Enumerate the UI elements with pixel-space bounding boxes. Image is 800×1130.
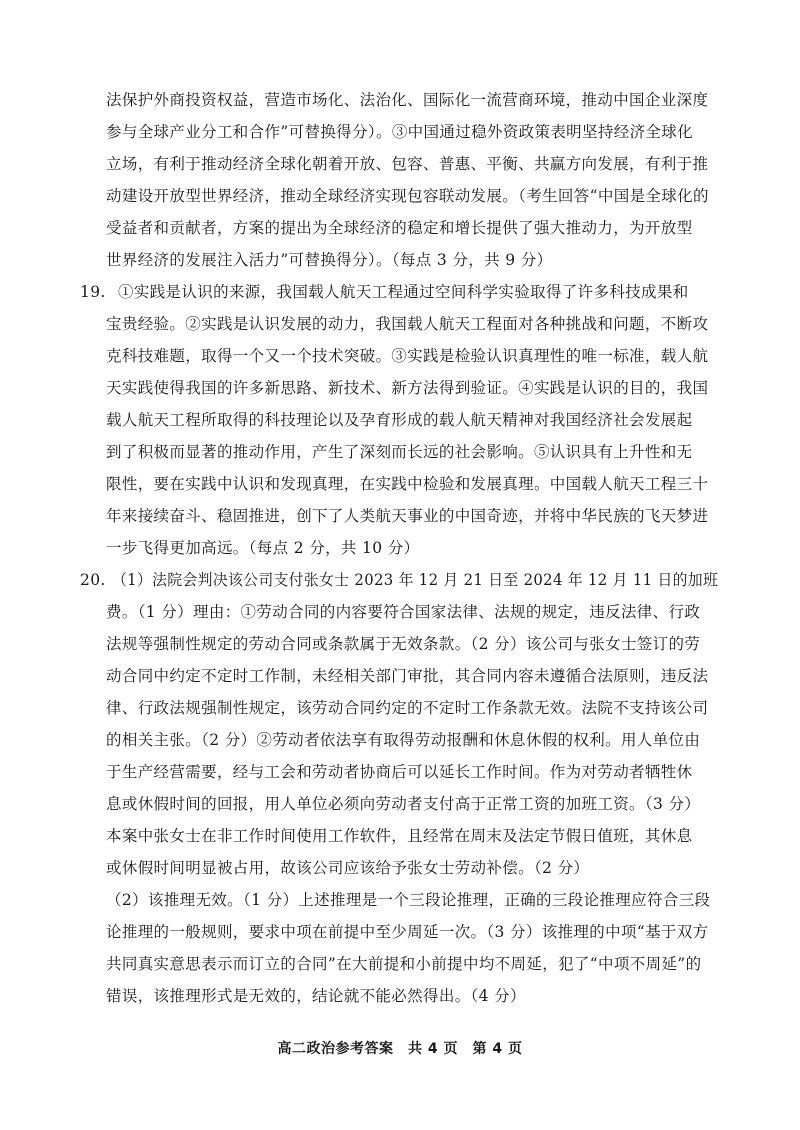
text-line: 或休假时间明显被占用，故该公司应该给予张女士劳动补偿。（2 分） <box>106 859 590 877</box>
text-line: 本案中张女士在非工作时间使用工作软件，且经常在周末及法定节假日值班，其休息 <box>106 827 693 845</box>
text-line: 宝贵经验。②实践是认识发展的动力，我国载人航天工程面对各种挑战和问题，不断攻 <box>106 315 709 333</box>
text-line: 的相关主张。（2 分）②劳动者依法享有取得劳动报酬和休息休假的权利。用人单位由 <box>106 731 701 749</box>
text-line: 动合同中约定不定时工作制，未经相关部门审批，其合同内容未遵循合法原则，违反法 <box>106 667 709 685</box>
text-line: 立场，有利于推动经济全球化朝着开放、包容、普惠、平衡、共赢方向发展，有利于推 <box>106 155 709 173</box>
text-line: 论推理的一般规则，要求中项在前提中至少周延一次。（3 分）该推理的中项“基于双方 <box>106 923 709 941</box>
question-number: 19. <box>80 283 106 301</box>
text-line: 受益者和贡献者，方案的提出为全球经济的稳定和增长提供了强大推动力，为开放型 <box>106 219 693 237</box>
text-line: （1）法院会判决该公司支付张女士 2023 年 12 月 21 日至 2024 年 12 月 11 日的加班 <box>112 571 719 589</box>
text-line: 错误，该推理形式是无效的，结论就不能必然得出。（4 分） <box>106 987 526 1005</box>
text-line: 息或休假时间的回报，用人单位必须向劳动者支付高于正常工资的加班工资。（3 分） <box>106 795 701 813</box>
text-line: 克科技难题，取得一个又一个技术突破。③实践是检验认识真理性的唯一标准，载人航 <box>106 347 709 365</box>
text-line: 天实践使得我国的许多新思路、新技术、新方法得到验证。④实践是认识的目的，我国 <box>106 379 709 397</box>
text-line: 载人航天工程所取得的科技理论以及孕育形成的载人航天精神对我国经济社会发展起 <box>106 411 693 429</box>
text-line: 动建设开放型世界经济，推动全球经济实现包容联动发展。（考生回答“中国是全球化的 <box>106 187 709 205</box>
text-line: 参与全球产业分工和合作”可替换得分）。③中国通过稳外资政策表明坚持经济全球化 <box>106 123 693 141</box>
text-line: 到了积极而显著的推动作用，产生了深刻而长远的社会影响。⑤认识具有上升性和无 <box>106 443 693 461</box>
text-line: 一步飞得更加高远。（每点 2 分，共 10 分） <box>106 539 420 557</box>
question-number: 20. <box>80 571 106 589</box>
text-line: 共同真实意思表示而订立的合同”在大前提和小前提中均不周延，犯了“中项不周延”的 <box>106 955 702 973</box>
text-line: 于生产经营需要，经与工会和劳动者协商后可以延长工作时间。作为对劳动者牺牲休 <box>106 763 693 781</box>
text-line: 法保护外商投资权益，营造市场化、法治化、国际化一流营商环境，推动中国企业深度 <box>106 91 709 109</box>
text-line: 世界经济的发展注入活力”可替换得分）。（每点 3 分，共 9 分） <box>106 251 553 269</box>
text-line: 限性，要在实践中认识和发现真理，在实践中检验和发展真理。中国载人航天工程三十 <box>106 475 709 493</box>
text-line: （2）该推理无效。（1 分）上述推理是一个三段论推理，正确的三段论推理应符合三段 <box>106 891 711 909</box>
text-line: 费。（1 分）理由：①劳动合同的内容要符合国家法律、法规的规定，违反法律、行政 <box>106 603 701 621</box>
text-line: 年来接续奋斗、稳固推进，创下了人类航天事业的中国奇迹，并将中华民族的飞天梦进 <box>106 507 709 525</box>
text-line: ①实践是认识的来源，我国载人航天工程通过空间科学实验取得了许多科技成果和 <box>118 283 689 301</box>
text-line: 法规等强制性规定的劳动合同或条款属于无效条款。（2 分）该公司与张女士签订的劳 <box>106 635 701 653</box>
text-line: 律、行政法规强制性规定，该劳动合同约定的不定时工作条款无效。法院不支持该公司 <box>106 699 709 717</box>
page-footer: 高二政治参考答案 共 4 页 第 4 页 <box>277 1041 523 1057</box>
